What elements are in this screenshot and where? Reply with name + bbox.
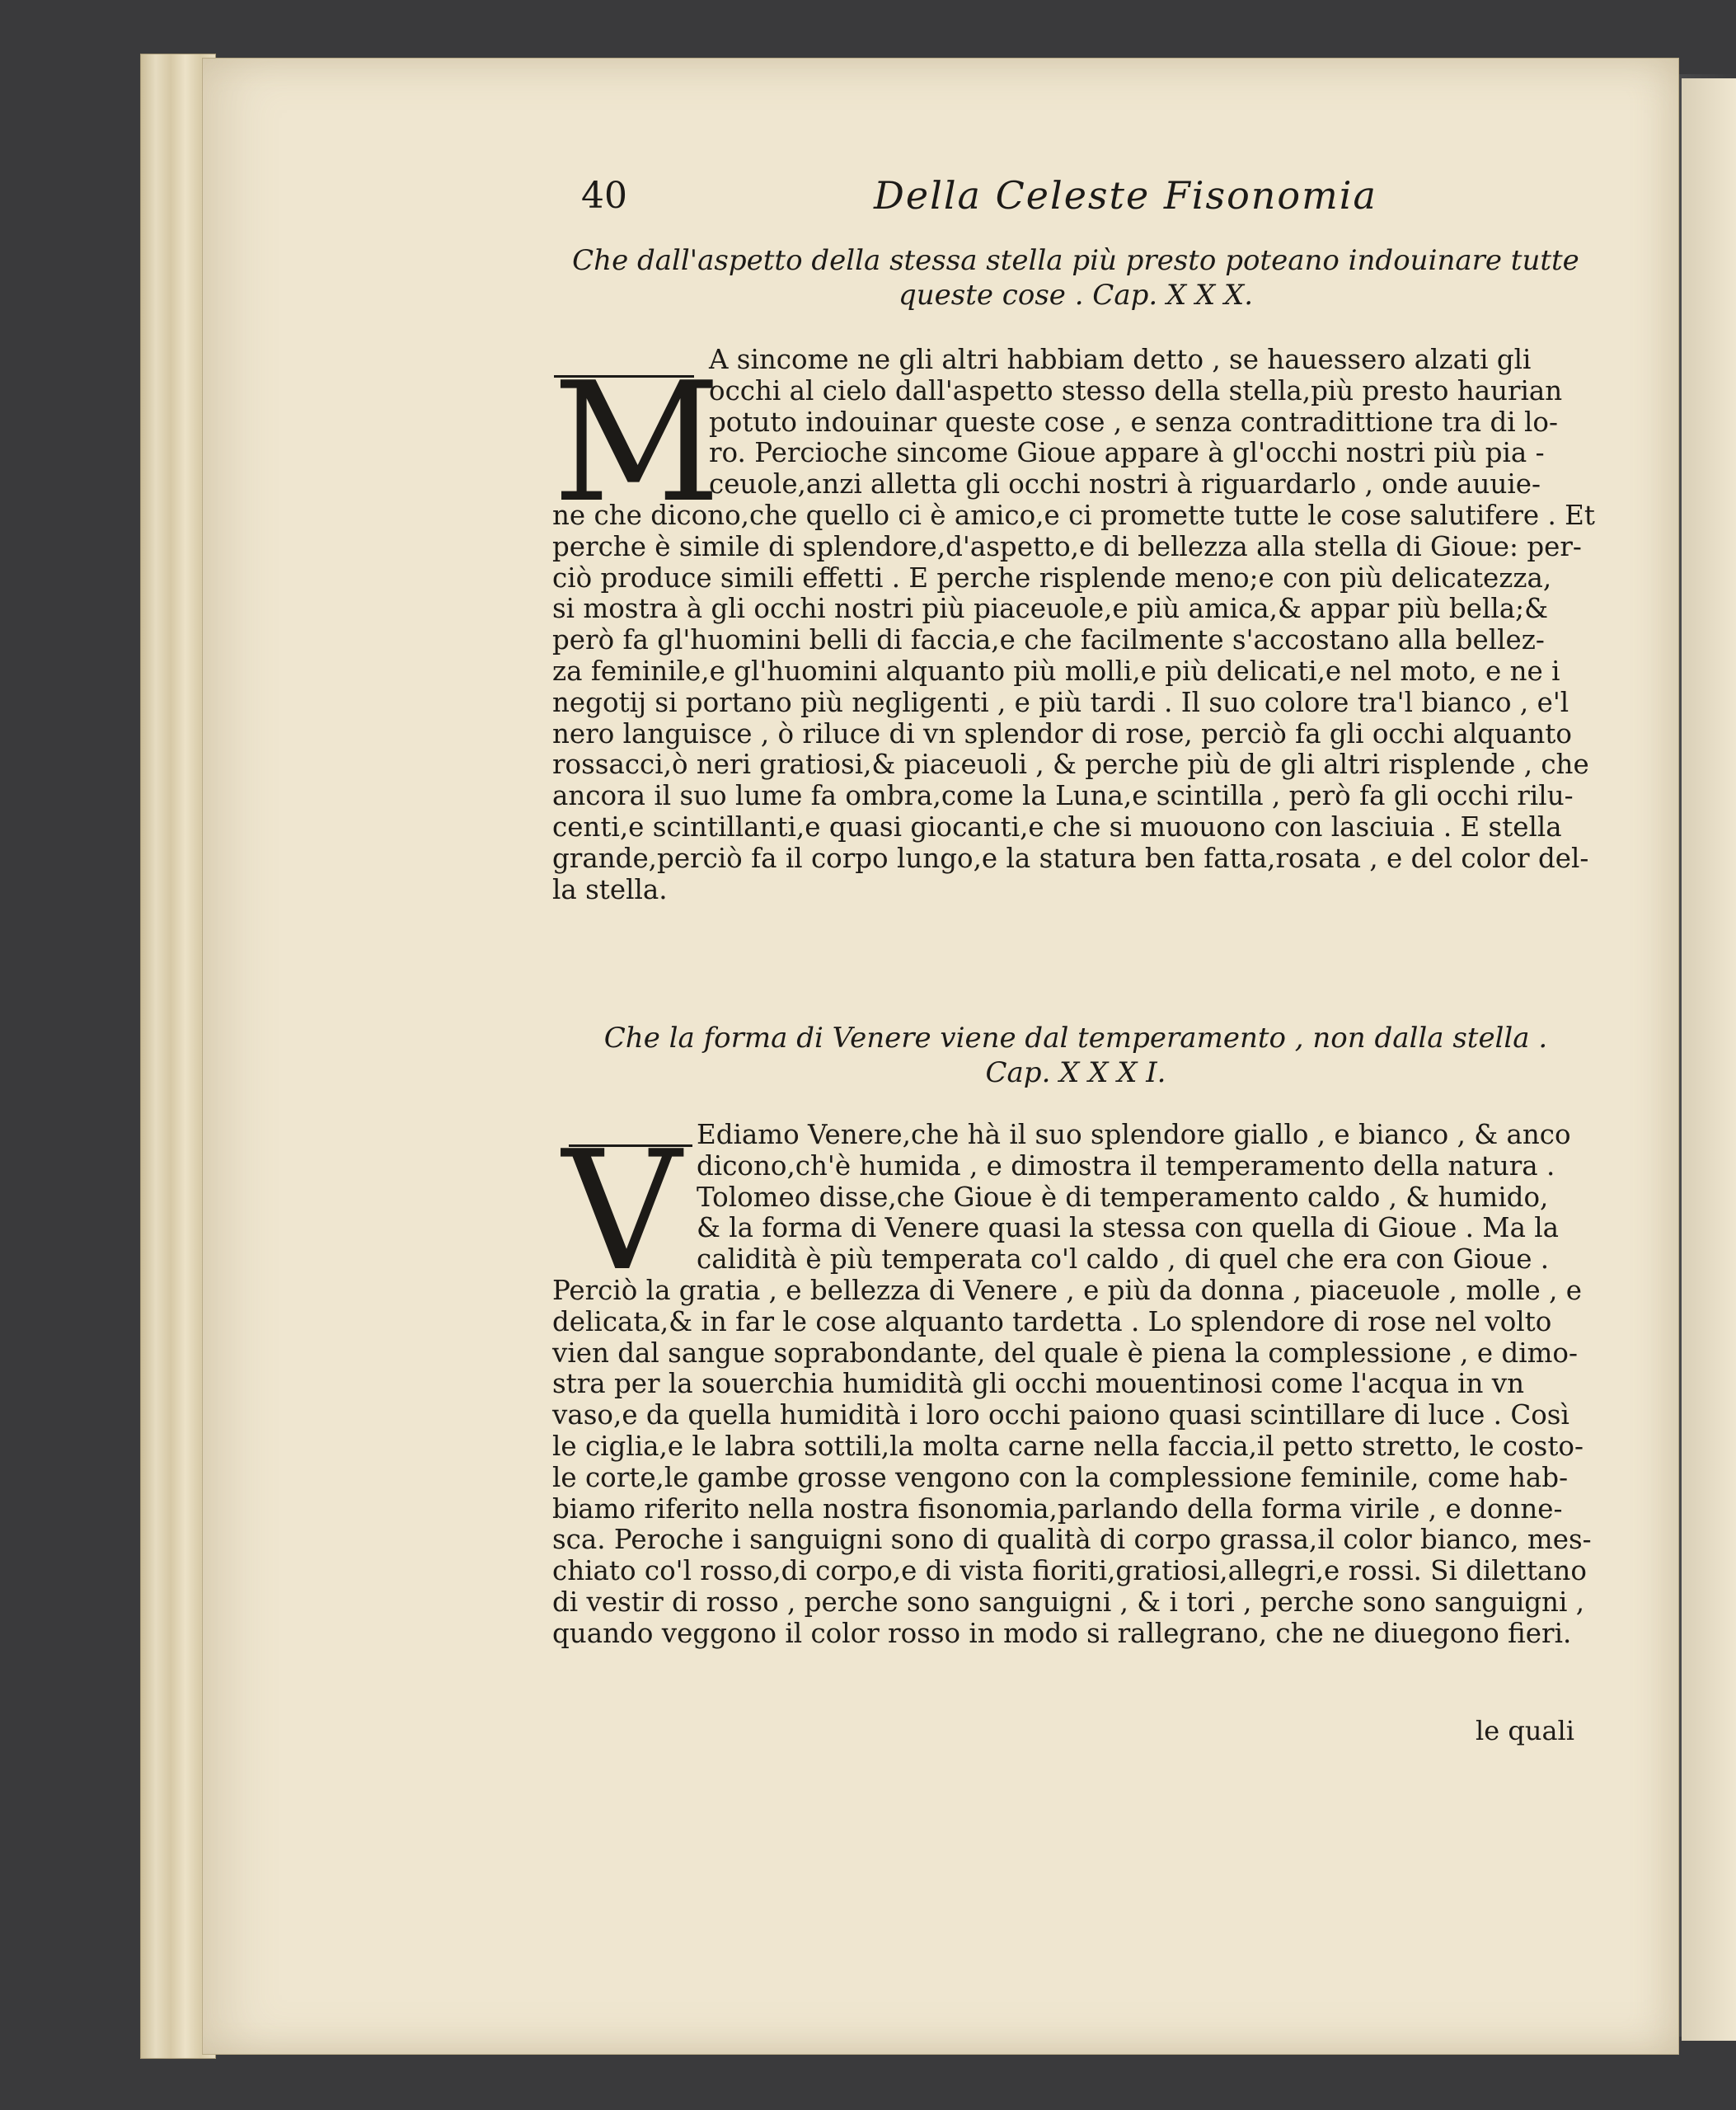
text-line: quando veggono il color rosso in modo si rallegrano, che ne diuegono fieri.: [552, 1617, 1572, 1649]
text-line: però fa gl'huomini belli di faccia,e che facilmente s'accostano alla bellez-: [552, 624, 1545, 656]
chapter-31-title-line2: Cap. X X X I.: [985, 1056, 1166, 1089]
text-line: chiato co'l rosso,di corpo,e di vista fioriti,gratiosi,allegri,e rossi. Si dilettano: [552, 1555, 1587, 1587]
text-line: negotij si portano più negligenti , e più tardi . Il suo colore tra'l bianco , e'l: [552, 686, 1569, 718]
facing-page-edge: [1682, 78, 1736, 2041]
text-line: Ediamo Venere,che hà il suo splendore giallo , e bianco , & anco: [697, 1119, 1571, 1150]
text-line: A sincome ne gli altri habbiam detto , se hauessero alzati gli: [709, 344, 1532, 375]
text-line: biamo riferito nella nostra fisonomia,parlando della forma virile , e donne-: [552, 1492, 1563, 1525]
text-line: occhi al cielo dall'aspetto stesso della stella,più presto haurian: [709, 374, 1563, 406]
text-line: nero languisce , ò riluce di vn splendor di rose, perciò fa gli occhi alquanto: [552, 717, 1572, 750]
text-line: si mostra à gli occhi nostri più piaceuole,e più amica,& appar più bella;&: [552, 593, 1549, 625]
text-line: delicata,& in far le cose alquanto tardetta . Lo splendore di rose nel volto: [552, 1305, 1552, 1337]
text-line: Perciò la gratia , e bellezza di Venere , e più da donna , piaceuole , molle , e: [552, 1274, 1582, 1306]
text-line: Tolomeo disse,che Gioue è di temperamento caldo , & humido,: [697, 1181, 1549, 1213]
text-line: dicono,ch'è humida , e dimostra il temperamento della natura .: [697, 1149, 1555, 1182]
text-line: potuto indouinar queste cose , e senza contradittione tra di lo-: [709, 406, 1558, 438]
chapter-30-title-line2: queste cose . Cap. X X X.: [898, 279, 1254, 312]
text-line: ancora il suo lume fa ombra,come la Luna,e scintilla , però fa gli occhi rilu-: [552, 780, 1574, 812]
text-line: centi,e scintillanti,e quasi giocanti,e che si muouono con lasciuia . E stella: [552, 811, 1562, 843]
text-line: perche è simile di splendore,d'aspetto,e di bellezza alla stella di Gioue: per-: [552, 530, 1582, 562]
text-line: ro. Percioche sincome Gioue appare à gl'occhi nostri più pia -: [709, 437, 1545, 469]
text-line: calidità è più temperata co'l caldo , di quel che era con Gioue .: [697, 1243, 1550, 1276]
chapter-30-title-line1: Che dall'aspetto della stessa stella più presto poteano indouinare tutte: [572, 244, 1579, 277]
text-line: vien dal sangue soprabondante, del quale è piena la complessione , e dimo-: [552, 1337, 1578, 1369]
text-line: ceuole,anzi alletta gli occhi nostri à riguardarlo , onde auuie-: [709, 468, 1541, 500]
running-head: Della Celeste Fisonomia: [874, 173, 1377, 218]
text-line: rossacci,ò neri gratiosi,& piaceuoli , & perche più de gli altri risplende , che: [552, 749, 1589, 781]
text-line: le ciglia,e le labra sottili,la molta carne nella faccia,il petto stretto, le costo-: [552, 1430, 1584, 1462]
chapter-30-body: [552, 345, 1595, 905]
chapter-30-title: [544, 243, 1607, 313]
text-line: ciò produce simili effetti . E perche risplende meno;e con più delicatezza,: [552, 562, 1552, 594]
text-line: grande,perciò fa il corpo lungo,e la statura ben fatta,rosata , e del color del-: [552, 842, 1589, 874]
text-line: ne che dicono,che quello ci è amico,e ci promette tutte le cose salutifere . Et: [552, 499, 1595, 531]
page-number: 40: [581, 175, 627, 217]
text-line: la stella.: [552, 873, 668, 905]
text-line: & la forma di Venere quasi la stessa con quella di Gioue . Ma la: [697, 1212, 1560, 1244]
text-line: vaso,e da quella humidità i loro occhi paiono quasi scintillare di luce . Così: [552, 1399, 1569, 1431]
drop-cap-v: V: [562, 1116, 682, 1308]
drop-cap-m: M: [552, 347, 721, 539]
chapter-31-title: [544, 1021, 1607, 1090]
text-line: sca. Peroche i sanguigni sono di qualità di corpo grassa,il color bianco, mes-: [552, 1524, 1592, 1556]
text-line: le corte,le gambe grosse vengono con la complessione feminile, come hab-: [552, 1461, 1569, 1493]
text-line: za feminile,e gl'huomini alquanto più molli,e più delicati,e nel moto, e ne i: [552, 655, 1560, 687]
text-line: di vestir di rosso , perche sono sanguigni , & i tori , perche sono sanguigni ,: [552, 1586, 1585, 1618]
chapter-31-body: [552, 1116, 1595, 1650]
chapter-31-title-line1: Che la forma di Venere viene dal temperamento , non dalla stella .: [603, 1022, 1548, 1055]
catchword: le quali: [1476, 1715, 1574, 1746]
text-line: stra per la souerchia humidità gli occhi mouentinosi come l'acqua in vn: [552, 1368, 1525, 1400]
